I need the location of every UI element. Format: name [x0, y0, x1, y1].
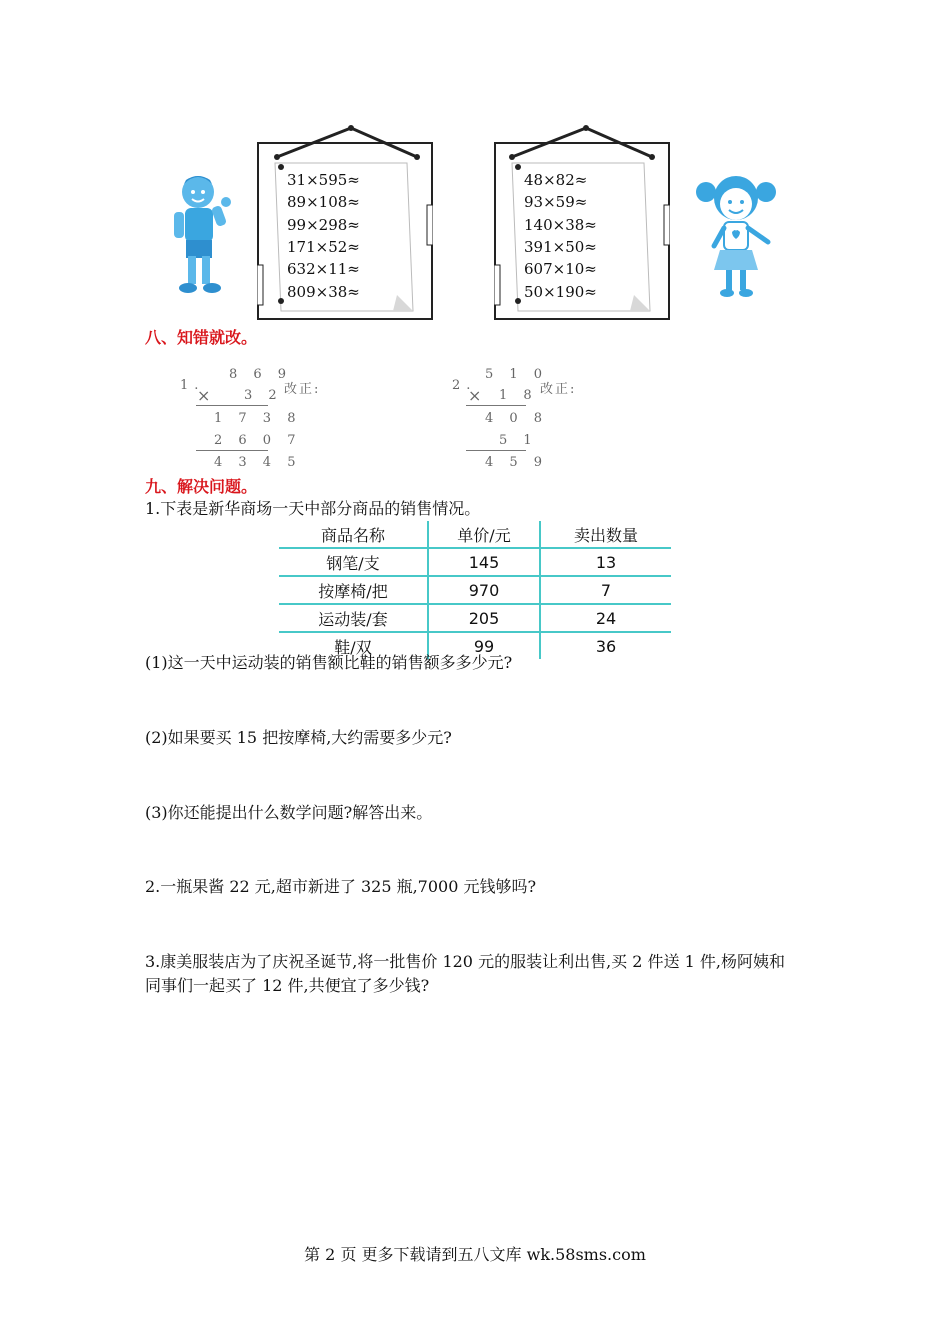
estimate-item: 632×11≈: [287, 260, 360, 278]
times-sign: ×: [468, 386, 488, 405]
table-cell: 7: [540, 576, 671, 604]
wrong-result: 4 5 9: [485, 455, 549, 470]
partial-product-2: 2 6 0 7: [214, 433, 302, 448]
page-footer: 第 2 页 更多下载请到五八文库 wk.58sms.com: [304, 1245, 646, 1264]
table-cell: 145: [428, 548, 540, 576]
section-8-title: 八、知错就改。: [145, 328, 258, 347]
estimation-board-1: [257, 125, 433, 305]
table-row: [279, 576, 671, 604]
table-header: 商品名称: [320, 525, 385, 545]
table-row: [279, 548, 671, 576]
sales-table: [279, 521, 671, 659]
multiplier: 3 2: [244, 388, 283, 403]
table-header-row: [279, 521, 671, 548]
question-1-3: (3)你还能提出什么数学问题?解答出来。: [145, 803, 433, 822]
question-2: 2.一瓶果酱 22 元,超市新进了 325 瓶,7000 元钱够吗?: [145, 877, 537, 896]
table-cell: 运动装/套: [279, 604, 428, 632]
wrong-result: 4 3 4 5: [214, 455, 302, 470]
partial-product-1: 4 0 8: [485, 411, 549, 426]
girl-illustration: [694, 172, 780, 300]
question-1-intro: 1.下表是新华商场一天中部分商品的销售情况。: [145, 499, 481, 518]
question-3-line-2: 同事们一起买了 12 件,共便宜了多少钱?: [145, 976, 430, 995]
question-3-line-1: 3.康美服装店为了庆祝圣诞节,将一批售价 120 元的服装让利出售,买 2 件送 1 件,杨阿姨和: [145, 952, 785, 971]
estimate-item: 48×82≈: [524, 171, 588, 189]
table-header: 卖出数量: [540, 521, 671, 548]
section-9-title: 九、解决问题。: [145, 477, 258, 496]
estimate-item: 391×50≈: [524, 238, 597, 256]
times-sign: ×: [197, 386, 217, 405]
problem-number: 1.: [180, 378, 205, 393]
estimate-item: 171×52≈: [287, 238, 360, 256]
table-cell: 36: [540, 632, 671, 659]
table-cell: 205: [428, 604, 540, 632]
multiplicand: 8 6 9: [229, 367, 293, 382]
problem-number: 2.: [452, 378, 477, 393]
boy-illustration: [172, 170, 232, 295]
estimate-item: 50×190≈: [524, 283, 597, 301]
estimate-item: 607×10≈: [524, 260, 597, 278]
table-header: 单价/元: [428, 521, 540, 548]
table-cell: 13: [540, 548, 671, 576]
question-1-1: (1)这一天中运动装的销售额比鞋的销售额多多少元?: [145, 653, 513, 672]
calc-line: [196, 405, 268, 406]
estimate-item: 89×108≈: [287, 193, 360, 211]
question-1-2: (2)如果要买 15 把按摩椅,大约需要多少元?: [145, 728, 452, 747]
estimate-item: 809×38≈: [287, 283, 360, 301]
correction-label: 改正:: [284, 382, 321, 397]
estimate-item: 93×59≈: [524, 193, 588, 211]
correction-label: 改正:: [540, 382, 577, 397]
estimate-item: 31×595≈: [287, 171, 360, 189]
estimate-item: 140×38≈: [524, 216, 597, 234]
table-cell: 按摩椅/把: [279, 576, 428, 604]
table-cell: 970: [428, 576, 540, 604]
multiplier: 1 8: [499, 388, 538, 403]
table-cell: 鞋/双: [279, 632, 428, 659]
partial-product-1: 1 7 3 8: [214, 411, 302, 426]
estimation-board-2: [494, 125, 670, 305]
table-cell: 24: [540, 604, 671, 632]
table-row: [279, 604, 671, 632]
table-cell: 钢笔/支: [279, 548, 428, 576]
table-cell: 99: [428, 632, 540, 659]
calc-line: [466, 405, 526, 406]
partial-product-2: 5 1: [499, 433, 538, 448]
multiplicand: 5 1 0: [485, 367, 549, 382]
calc-line: [196, 450, 268, 451]
estimate-item: 99×298≈: [287, 216, 360, 234]
calc-line: [466, 450, 526, 451]
